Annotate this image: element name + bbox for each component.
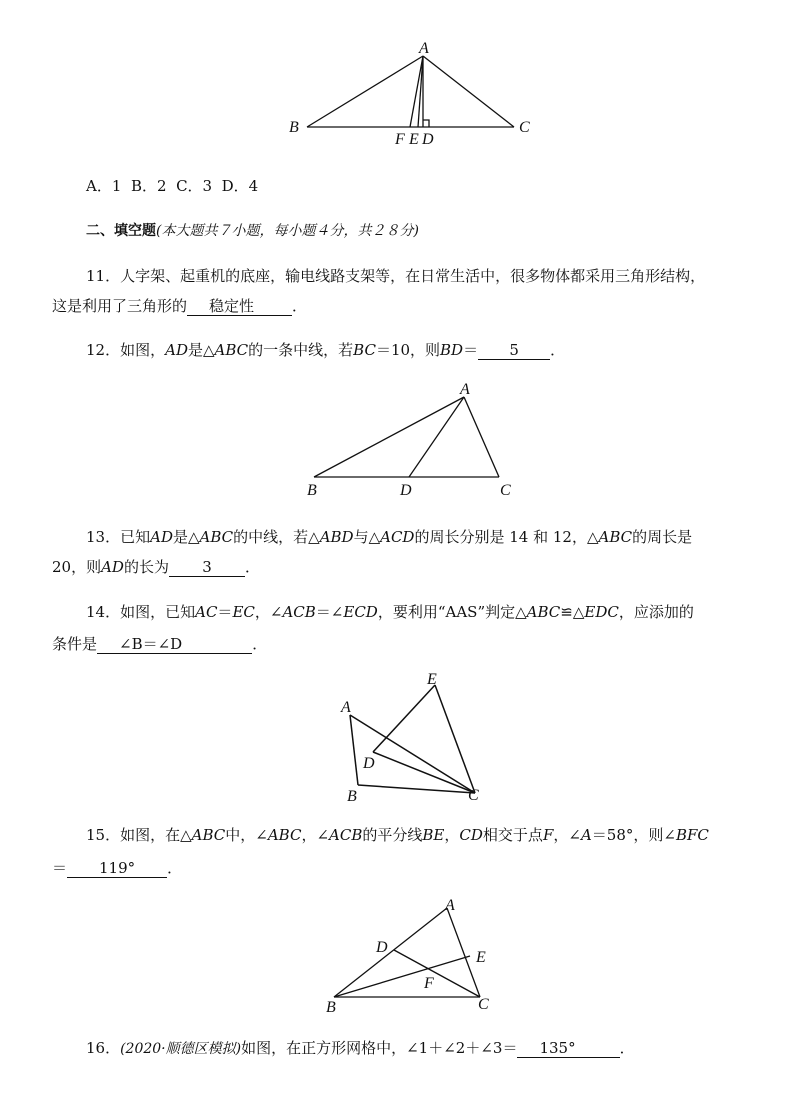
label-b: B: [307, 482, 317, 499]
section-heading: [86, 221, 419, 241]
q12-ad: AD: [165, 341, 188, 359]
q13-abc: ABC: [598, 528, 633, 546]
q15-answer: 119°: [67, 859, 167, 878]
figure-q14: [333, 670, 493, 808]
q12-bc: BC: [353, 341, 376, 359]
q11-text2: 这是利用了三角形的: [52, 297, 188, 315]
answer-choices: [86, 176, 258, 196]
q15-acb: ACB: [329, 826, 363, 844]
q13-line1: [86, 527, 692, 547]
figure-triangle-altitude: [283, 36, 533, 151]
label-d: D: [376, 939, 388, 956]
label-c: C: [468, 787, 479, 804]
label-e: E: [427, 671, 437, 688]
side-ac: [464, 397, 499, 477]
q13-ad: AD: [101, 558, 124, 576]
choice-d: D．4: [221, 177, 259, 195]
q13-text: 20，则: [52, 558, 102, 576]
right-angle-mark: [423, 120, 429, 127]
q14-ec: EC: [232, 603, 255, 621]
q13-text: 的中线，若△: [233, 528, 320, 546]
label-a: A: [341, 699, 351, 716]
q14-text: ，要利用“AAS”判定△: [377, 603, 527, 621]
label-d: D: [400, 482, 412, 499]
q15-abc: ABC: [191, 826, 226, 844]
q14-number: 14．: [86, 603, 121, 621]
side-ab: [350, 715, 358, 785]
label-c: C: [519, 119, 530, 136]
q13-line2: [52, 557, 260, 577]
q12-end: ．: [550, 341, 566, 359]
label-c: C: [478, 996, 489, 1013]
q16-end: ．: [619, 1039, 635, 1057]
q15-line1: [86, 825, 709, 845]
q13-text: 已知: [120, 528, 151, 546]
choice-a: A．1: [86, 177, 122, 195]
label-c: C: [500, 482, 511, 499]
section-note: (本大题共７小题，每小题４分，共２８分): [156, 223, 419, 239]
q14-line2: [52, 634, 267, 654]
label-a: A: [460, 383, 470, 398]
q11-answer: 稳定性: [209, 297, 255, 315]
q16-text: 如图，在正方形网格中，∠1＋∠2＋∠3＝: [241, 1039, 518, 1057]
side-ac: [350, 715, 475, 793]
label-d: D: [363, 755, 375, 772]
q12-answer: 5: [478, 341, 550, 360]
q14-text: ＝∠: [315, 603, 344, 621]
q13-answer: 3: [169, 558, 245, 577]
q12-text: 的一条中线，若: [248, 341, 354, 359]
q13-text: 的长为: [123, 558, 169, 576]
q15-line2: [52, 858, 182, 878]
q15-text: 如图，在△: [120, 826, 192, 844]
figure-q12-svg: [300, 383, 520, 501]
q14-text: 条件是: [52, 635, 98, 653]
q14-ecd: ECD: [343, 603, 378, 621]
q11-line1: [86, 266, 705, 286]
q15-text: 相交于点: [482, 826, 543, 844]
side-ab: [314, 397, 464, 477]
q11-end: ．: [292, 297, 308, 315]
q13-text: 的周长是: [632, 528, 693, 546]
q14-line1: [86, 602, 694, 622]
q14-answer: ∠B＝∠D: [97, 635, 252, 654]
q13-number: 13．: [86, 528, 121, 546]
q11-text1: 人字架、起重机的底座，输电线路支架等，在日常生活中，很多物体都采用三角形结构，: [120, 267, 706, 285]
q12-abc: ABC: [214, 341, 249, 359]
label-a: A: [419, 40, 429, 57]
label-d: D: [422, 131, 434, 148]
label-e: E: [409, 131, 419, 148]
q14-edc: EDC: [584, 603, 619, 621]
choice-b: B．2: [130, 177, 167, 195]
q15-be: BE: [422, 826, 445, 844]
q15-bfc: BFC: [675, 826, 709, 844]
q14-text: 如图，已知: [120, 603, 196, 621]
q14-text: ，应添加的: [618, 603, 694, 621]
q13-text: 是△: [172, 528, 200, 546]
q13-text: 与△: [353, 528, 381, 546]
q13-abc: ABC: [199, 528, 234, 546]
q14-text: ＝: [217, 603, 233, 621]
q14-acb: ACB: [282, 603, 316, 621]
q15-text: ＝58°，则∠: [591, 826, 676, 844]
q15-cd: CD: [459, 826, 483, 844]
q15-text: ，∠: [553, 826, 581, 844]
q12-bd: BD: [440, 341, 464, 359]
q12-line: [86, 340, 565, 360]
q15-text: 中，∠: [225, 826, 268, 844]
q12-text: ＝10，则: [375, 341, 441, 359]
q15-number: 15．: [86, 826, 121, 844]
q15-text: ，: [444, 826, 460, 844]
q12-text: ＝: [463, 341, 479, 359]
q15-abc: ABC: [267, 826, 302, 844]
side-ab: [307, 56, 423, 127]
figure-q14-svg: [333, 670, 493, 808]
q14-text: ，∠: [254, 603, 283, 621]
side-de: [373, 685, 435, 752]
q15-end: ．: [167, 859, 183, 877]
q13-abd: ABD: [319, 528, 354, 546]
q14-text: ≌△: [560, 603, 585, 621]
q11-answer-blank: [187, 297, 292, 316]
label-b: B: [326, 999, 336, 1016]
label-f: F: [424, 975, 434, 992]
q11-number: 11．: [86, 267, 121, 285]
section-title: 二、填空题: [86, 223, 156, 239]
figure-q12: [300, 383, 520, 501]
q14-abc: ABC: [526, 603, 561, 621]
q15-text: ，∠: [301, 826, 330, 844]
q11-line2: [52, 296, 307, 316]
side-ec: [435, 685, 475, 793]
q16-number: 16．: [86, 1039, 121, 1057]
bisector-be: [334, 956, 470, 997]
q14-end: ．: [252, 635, 268, 653]
figure-q15: [320, 895, 500, 1018]
choice-c: C．3: [176, 177, 213, 195]
label-e: E: [476, 949, 486, 966]
median-ad: [409, 397, 464, 477]
q13-acd: ACD: [380, 528, 415, 546]
q15-text: ＝: [52, 859, 68, 877]
figure-q15-svg: [320, 895, 500, 1018]
q15-text: 的平分线: [362, 826, 423, 844]
q12-text: 是△: [187, 341, 215, 359]
q13-text: 的周长分别是 14 和 12，△: [414, 528, 599, 546]
label-f: F: [395, 131, 405, 148]
label-a: A: [445, 897, 455, 914]
q15-a: A: [580, 826, 592, 844]
q13-end: ．: [244, 558, 260, 576]
figure-triangle-altitude-svg: [283, 36, 533, 151]
q16-answer: 135°: [517, 1039, 619, 1058]
q16-line: [86, 1038, 635, 1059]
q14-ac: AC: [195, 603, 218, 621]
q12-number: 12．: [86, 341, 121, 359]
side-ac: [423, 56, 514, 127]
q15-f: F: [542, 826, 554, 844]
q13-ad: AD: [150, 528, 173, 546]
q12-text: 如图，: [120, 341, 166, 359]
q16-source: (2020·顺德区模拟): [120, 1041, 242, 1057]
label-b: B: [289, 119, 299, 136]
label-b: B: [347, 788, 357, 805]
